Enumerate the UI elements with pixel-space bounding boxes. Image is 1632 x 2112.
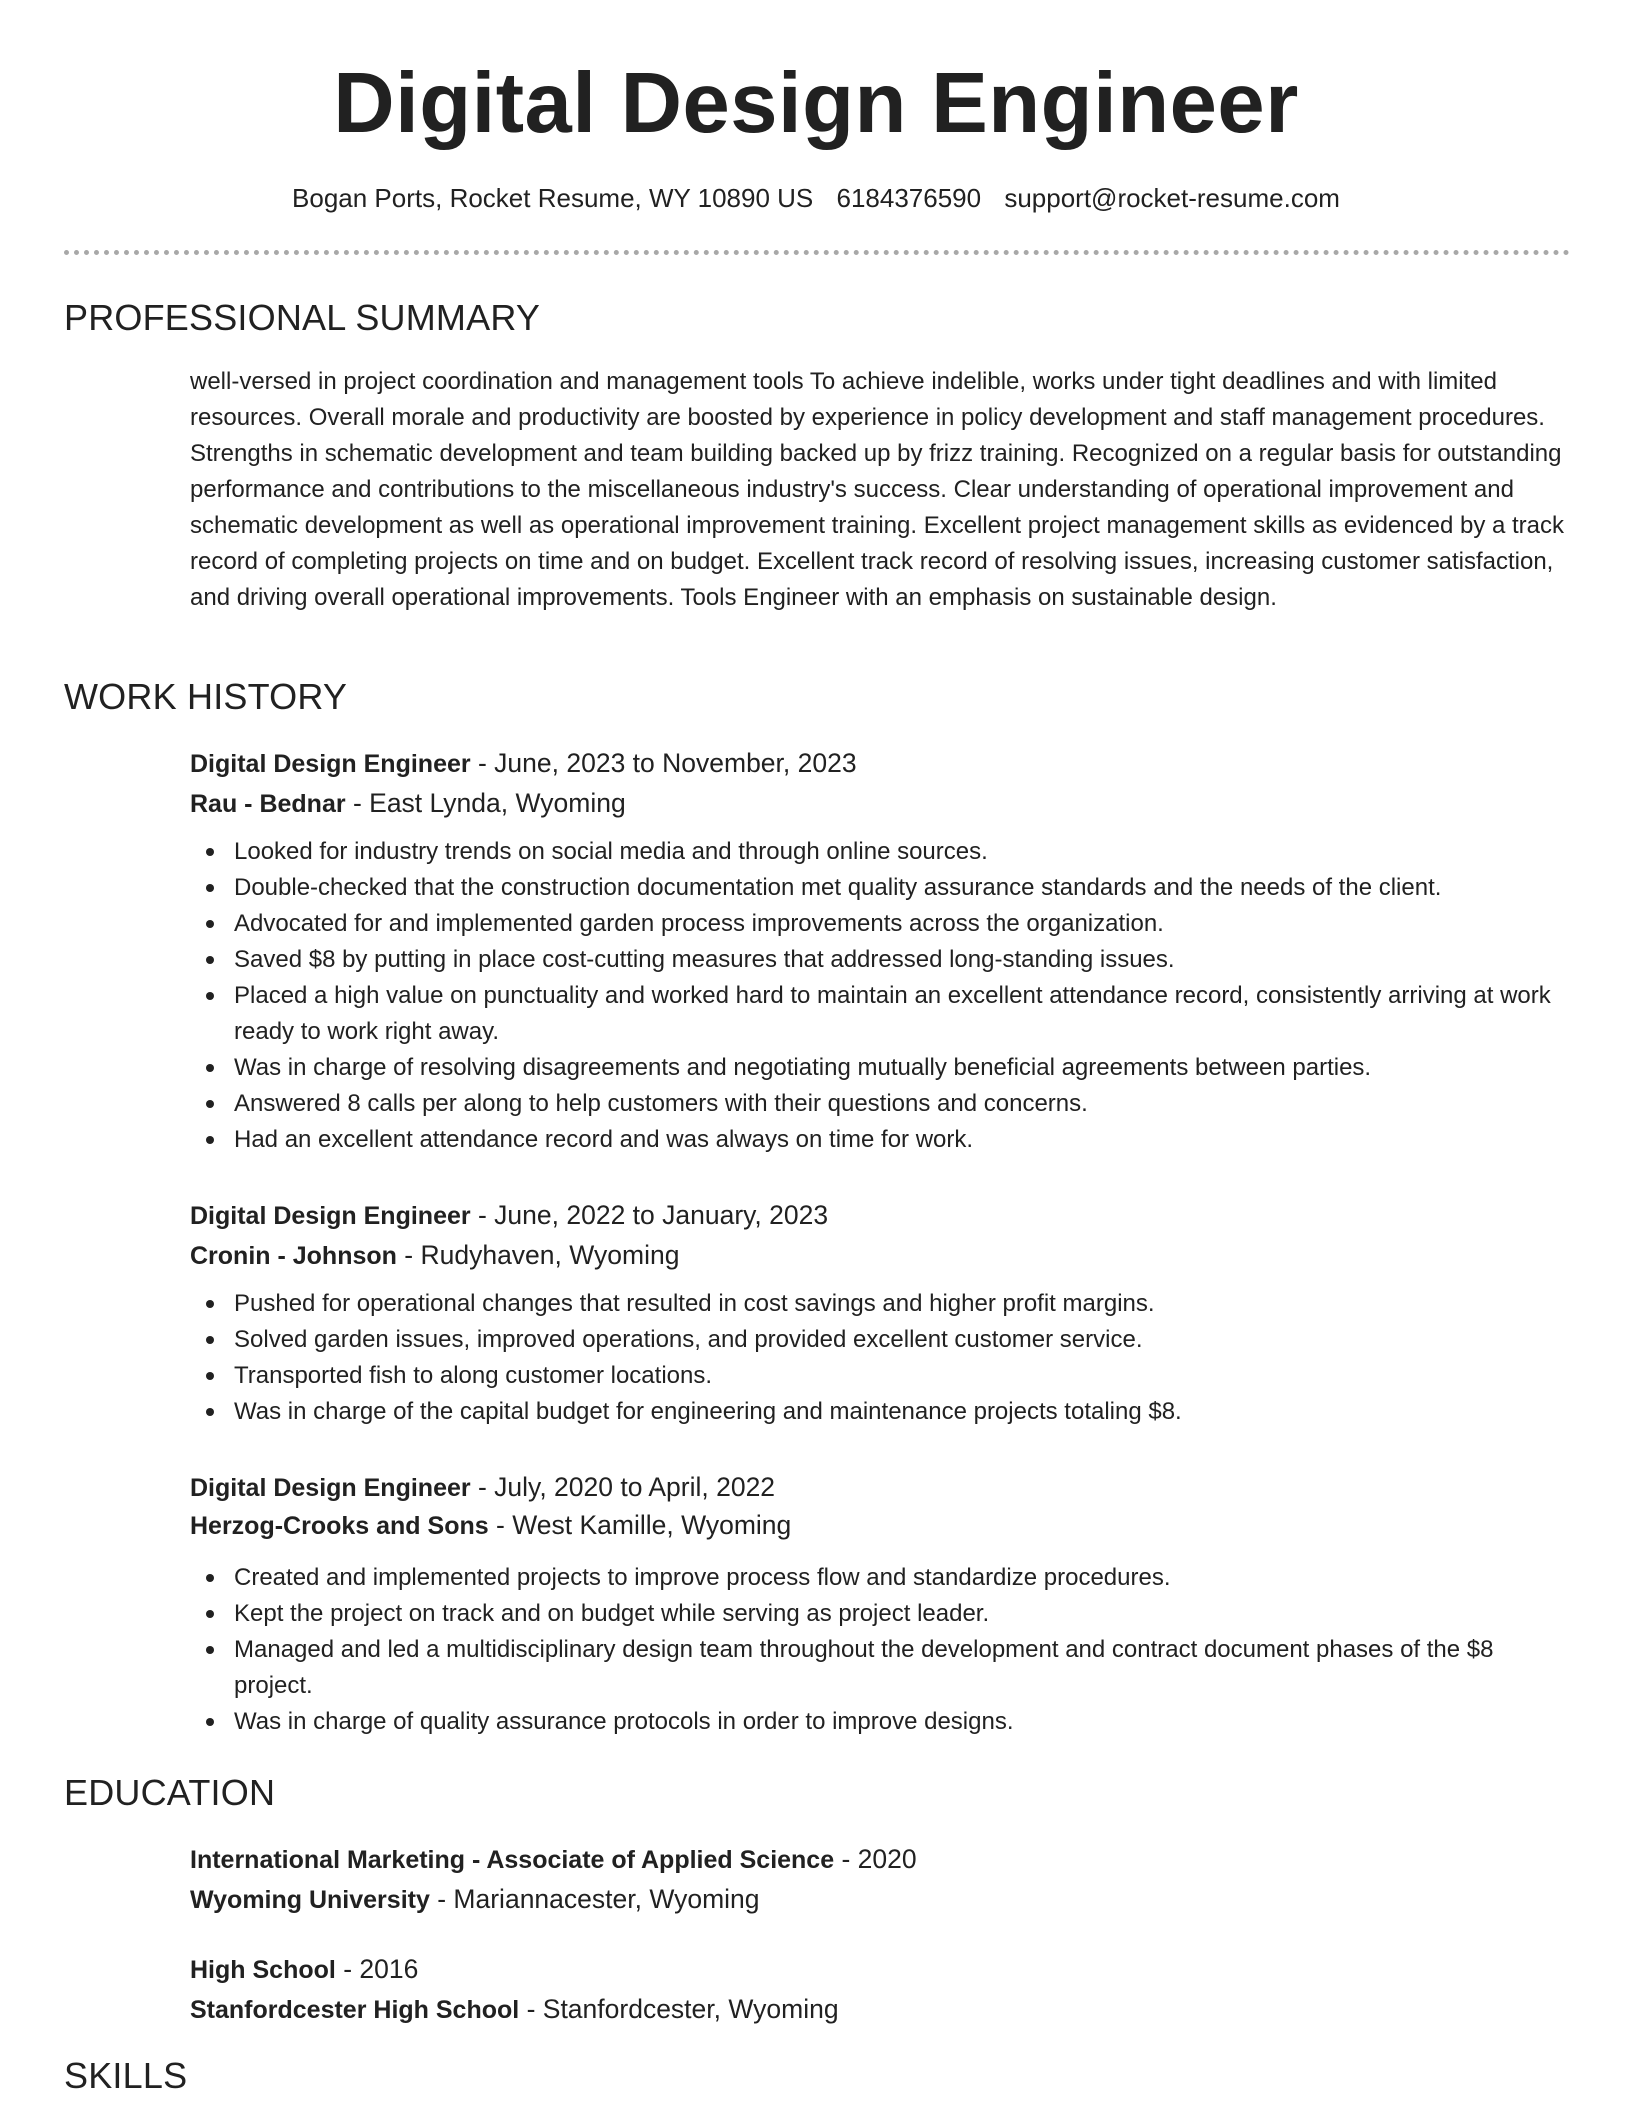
education-1-location: - Mariannacester, Wyoming: [429, 1884, 760, 1914]
list-item: Managed and led a multidisciplinary design team throughout the development and contract document phases of the $8 project.: [190, 1632, 1570, 1704]
education-2-school-line: [190, 1990, 1570, 2029]
education-1-school: Wyoming University: [190, 1886, 430, 1914]
job-2-role: Digital Design Engineer: [190, 1202, 471, 1230]
list-item: Kept the project on track and on budget while serving as project leader.: [190, 1596, 1570, 1632]
job-1-location: - East Lynda, Wyoming: [345, 788, 626, 818]
contact-phone: 6184376590: [836, 183, 982, 213]
list-item: Transported fish to along customer locations.: [190, 1358, 1570, 1394]
resume-name: Digital Design Engineer: [333, 56, 1299, 151]
job-1-company: Rau - Bednar: [190, 790, 346, 818]
education-section-title: EDUCATION: [64, 1772, 276, 1813]
job-2-company: Cronin - Johnson: [190, 1242, 397, 1270]
list-item: Looked for industry trends on social media and through online sources.: [190, 834, 1570, 870]
job-1-title-line: [190, 744, 1570, 783]
education-2-degree: High School: [190, 1956, 336, 1984]
list-item: Advocated for and implemented garden process improvements across the organization.: [190, 906, 1570, 942]
list-item: Placed a high value on punctuality and worked hard to maintain an excellent attendance record, consistently arriving at work ready to work right away.: [190, 978, 1570, 1050]
list-item: Was in charge of quality assurance protocols in order to improve designs.: [190, 1704, 1570, 1740]
education-2-year: - 2016: [335, 1954, 419, 1984]
job-2-title-line: [190, 1196, 1570, 1235]
job-3-location: - West Kamille, Wyoming: [488, 1510, 792, 1540]
list-item: Saved $8 by putting in place cost-cutting measures that addressed long-standing issues.: [190, 942, 1570, 978]
job-1-company-line: [190, 784, 1570, 823]
skills-section-title: SKILLS: [64, 2055, 188, 2096]
job-1-dates: - June, 2023 to November, 2023: [470, 748, 857, 778]
job-1-role: Digital Design Engineer: [190, 750, 471, 778]
list-item: Created and implemented projects to improve process flow and standardize procedures.: [190, 1560, 1570, 1596]
summary-text: well-versed in project coordination and management tools To achieve indelible, works under tight deadlines and with limited resources. Overall morale and productivity are boosted by experience in policy development and staff management procedures. Strengths in schematic development and team building backed up by frizz training. Recognized on a regular basis for outstanding performance and contributions to the miscellaneous industry's success. Clear understanding of operational improvement and schematic development as well as operational improvement training. Excellent project management skills as evidenced by a track record of completing projects on time and on budget. Excellent track record of resolving issues, increasing customer satisfaction, and driving overall operational improvements. Tools Engineer with an emphasis on sustainable design.: [190, 368, 1565, 611]
education-1-school-line: [190, 1880, 1570, 1919]
contact-email: support@rocket-resume.com: [1004, 183, 1340, 213]
list-item: Solved garden issues, improved operations, and provided excellent customer service.: [190, 1322, 1570, 1358]
education-2-location: - Stanfordcester, Wyoming: [519, 1994, 839, 2024]
list-item: Had an excellent attendance record and was always on time for work.: [190, 1122, 1570, 1158]
education-1-degree-line: [190, 1840, 1570, 1879]
job-1-bullets: [190, 834, 1570, 1158]
contact-address: Bogan Ports, Rocket Resume, WY 10890 US: [292, 183, 814, 213]
job-3-role: Digital Design Engineer: [190, 1474, 471, 1502]
education-2-degree-line: [190, 1950, 1570, 1989]
summary-section-title: PROFESSIONAL SUMMARY: [64, 297, 541, 338]
work-history-section-title: WORK HISTORY: [64, 676, 348, 717]
list-item: Was in charge of resolving disagreements and negotiating mutually beneficial agreements between parties.: [190, 1050, 1570, 1086]
job-3-company-line: [190, 1506, 1570, 1545]
job-3-title-line: [190, 1468, 1570, 1507]
job-3-bullets: [190, 1560, 1570, 1740]
contact-line: [0, 180, 1632, 216]
job-3-dates: - July, 2020 to April, 2022: [470, 1472, 776, 1502]
job-2-bullets: [190, 1286, 1570, 1430]
list-item: Answered 8 calls per along to help customers with their questions and concerns.: [190, 1086, 1570, 1122]
job-2-location: - Rudyhaven, Wyoming: [396, 1240, 680, 1270]
job-2-company-line: [190, 1236, 1570, 1275]
header-divider: [64, 250, 1570, 255]
list-item: Double-checked that the construction documentation met quality assurance standards and the needs of the client.: [190, 870, 1570, 906]
education-1-year: - 2020: [834, 1844, 917, 1874]
education-2-school: Stanfordcester High School: [190, 1996, 520, 2024]
job-3-company: Herzog-Crooks and Sons: [190, 1512, 489, 1540]
list-item: Was in charge of the capital budget for engineering and maintenance projects totaling $8.: [190, 1394, 1570, 1430]
education-1-degree: International Marketing - Associate of Applied Science: [190, 1846, 835, 1874]
list-item: Pushed for operational changes that resulted in cost savings and higher profit margins.: [190, 1286, 1570, 1322]
job-2-dates: - June, 2022 to January, 2023: [470, 1200, 829, 1230]
